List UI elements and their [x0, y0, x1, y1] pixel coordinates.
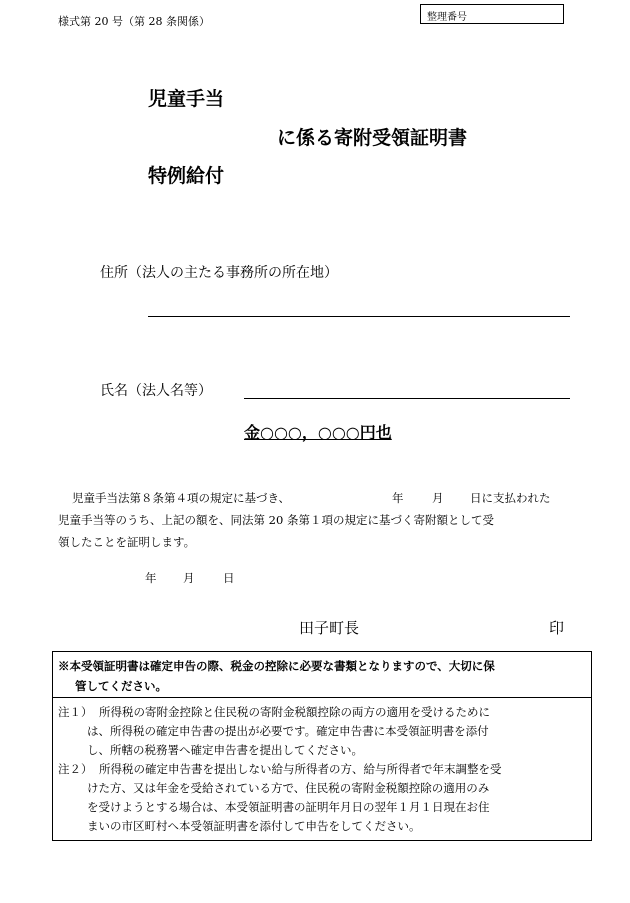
title-line-3: 特例給付 — [148, 165, 225, 187]
name-line — [244, 398, 570, 399]
title-line-2: に係る寄附受領証明書 — [277, 127, 468, 149]
address-line — [148, 316, 570, 317]
address-label: 住所（法人の主たる事務所の所在地） — [100, 265, 338, 281]
note-1-label: 注１） — [58, 705, 93, 719]
body-line-1-month: 月 — [432, 491, 444, 505]
body-line-2: 児童手当等のうち、上記の額を、同法第 20 条第１項の規定に基づく寄附額として受 — [58, 513, 494, 527]
important-line-2: 管してください。 — [75, 679, 167, 693]
form-number: 様式第 20 号（第 28 条関係） — [58, 15, 210, 28]
date-month: 月 — [183, 571, 195, 585]
note-1-line-2: は、所得税の確定申告書の提出が必要です。確定申告書に本受領証明書を添付 — [87, 724, 489, 738]
note-2-line-2: けた方、又は年金を受給されている方で、住民税の寄附金税額控除の適用のみ — [87, 781, 490, 795]
name-label: 氏名（法人名等） — [100, 383, 212, 399]
note-2-label: 注２） — [58, 762, 93, 776]
important-notice — [53, 652, 591, 698]
note-1-line-3: し、所轄の税務署へ確定申告書を提出してください。 — [87, 743, 363, 757]
title-line-1: 児童手当 — [148, 88, 225, 110]
date-year: 年 — [145, 571, 157, 585]
note-2-line-3: を受けようとする場合は、本受領証明書の証明年月日の翌年１月１日現在お住 — [87, 800, 490, 814]
body-line-1-day: 日に支払われた — [470, 491, 551, 505]
body-line-1-intro: 児童手当法第８条第４項の規定に基づき、 — [72, 491, 291, 505]
body-line-1-year: 年 — [392, 491, 404, 505]
notes-box — [52, 651, 592, 841]
note-2-line-4: まいの市区町村へ本受領証明書を添付して申告をしてください。 — [87, 819, 421, 833]
seiri-bango-box: 整理番号 — [420, 4, 564, 24]
date-day: 日 — [223, 571, 235, 585]
important-line-1: ※本受領証明書は確定申告の際、税金の控除に必要な書類となりますので、大切に保 — [58, 659, 495, 673]
note-2-line-1: 所得税の確定申告書を提出しない給与所得者の方、給与所得者で年末調整を受 — [99, 762, 502, 776]
seal-mark: 印 — [549, 619, 565, 637]
mayor-title: 田子町長 — [299, 619, 360, 637]
amount-text: 金○○○，○○○円也 — [244, 423, 392, 442]
note-1-line-1: 所得税の寄附金控除と住民税の寄附金税額控除の両方の適用を受けるために — [99, 705, 490, 719]
body-line-3: 領したことを証明します。 — [58, 535, 196, 549]
